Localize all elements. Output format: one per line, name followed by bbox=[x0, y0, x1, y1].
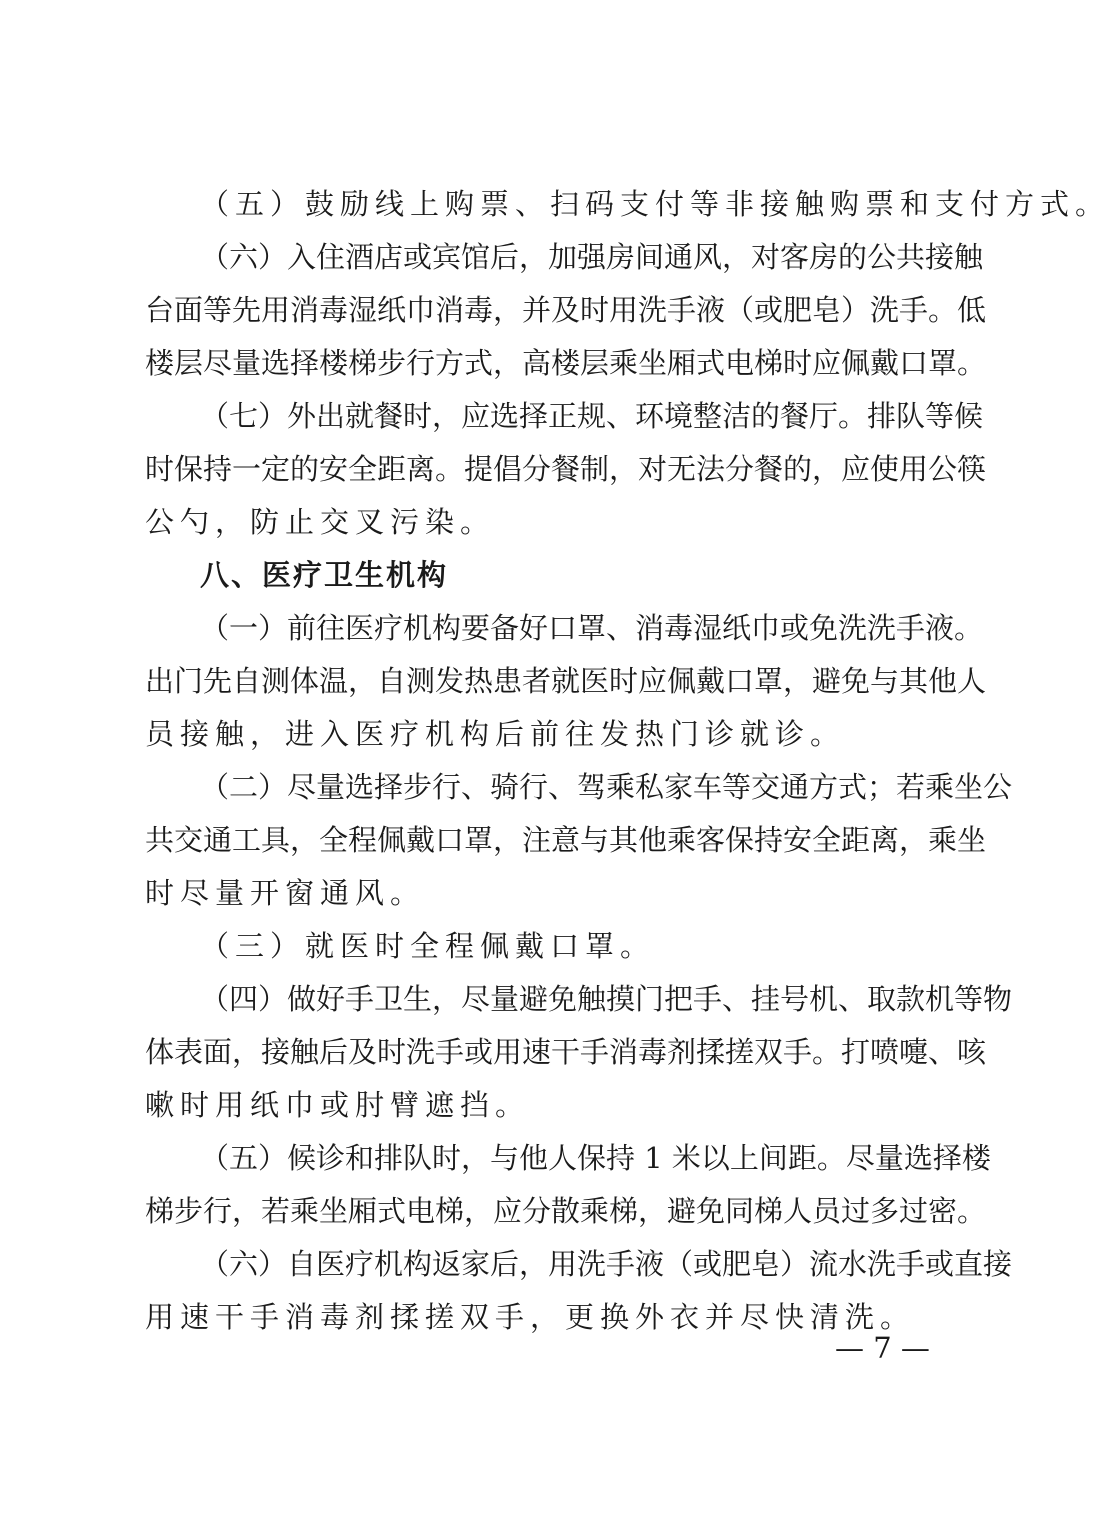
paragraph-line: 时尽量开窗通风。 bbox=[145, 876, 426, 910]
paragraph-line: （一）前往医疗机构要备好口罩、消毒湿纸巾或免洗洗手液。 bbox=[200, 611, 984, 645]
paragraph-line: 出门先自测体温，自测发热患者就医时应佩戴口罩，避免与其他人 bbox=[145, 664, 987, 698]
section-heading: 八、医疗卫生机构 bbox=[200, 558, 449, 592]
paragraph-line: 用速干手消毒剂揉搓双手，更换外衣并尽快清洗。 bbox=[145, 1300, 916, 1334]
paragraph-line: 楼层尽量选择楼梯步行方式，高楼层乘坐厢式电梯时应佩戴口罩。 bbox=[145, 346, 987, 380]
paragraph-line: （二）尽量选择步行、骑行、驾乘私家车等交通方式；若乘坐公 bbox=[200, 770, 1013, 804]
paragraph-line: （六）入住酒店或宾馆后，加强房间通风，对客房的公共接触 bbox=[200, 240, 984, 274]
page-number: — 7 — bbox=[835, 1331, 930, 1365]
paragraph-line: （七）外出就餐时，应选择正规、环境整洁的餐厅。排队等候 bbox=[200, 399, 984, 433]
paragraph-line: 嗽时用纸巾或肘臂遮挡。 bbox=[145, 1088, 531, 1122]
paragraph-line: （三）就医时全程佩戴口罩。 bbox=[200, 929, 656, 963]
paragraph-line: （五）候诊和排队时，与他人保持 1 米以上间距。尽量选择楼 bbox=[200, 1141, 991, 1175]
paragraph-line: （五）鼓励线上购票、扫码支付等非接触购票和支付方式。 bbox=[200, 187, 1110, 221]
paragraph-line: 员接触，进入医疗机构后前往发热门诊就诊。 bbox=[145, 717, 846, 751]
paragraph-line: （四）做好手卫生，尽量避免触摸门把手、挂号机、取款机等物 bbox=[200, 982, 1013, 1016]
paragraph-line: 台面等先用消毒湿纸巾消毒，并及时用洗手液（或肥皂）洗手。低 bbox=[145, 293, 987, 327]
paragraph-line: （六）自医疗机构返家后，用洗手液（或肥皂）流水洗手或直接 bbox=[200, 1247, 1013, 1281]
paragraph-line: 共交通工具，全程佩戴口罩，注意与其他乘客保持安全距离，乘坐 bbox=[145, 823, 987, 857]
paragraph-line: 梯步行，若乘坐厢式电梯，应分散乘梯，避免同梯人员过多过密。 bbox=[145, 1194, 987, 1228]
paragraph-line: 时保持一定的安全距离。提倡分餐制，对无法分餐的，应使用公筷 bbox=[145, 452, 987, 486]
paragraph-line: 公勺，防止交叉污染。 bbox=[145, 505, 496, 539]
paragraph-line: 体表面，接触后及时洗手或用速干手消毒剂揉搓双手。打喷嚏、咳 bbox=[145, 1035, 987, 1069]
